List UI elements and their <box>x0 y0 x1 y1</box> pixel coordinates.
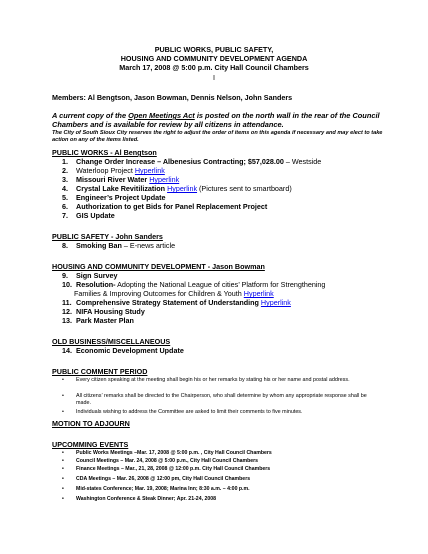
item-number: 10. <box>62 280 72 289</box>
open-meetings-notice <box>52 111 392 129</box>
bullet-icon: • <box>62 393 64 399</box>
item-number: 12. <box>62 307 72 316</box>
comment-rule-1 <box>62 377 382 384</box>
open-meetings-act: Open Meetings Act <box>128 111 195 120</box>
item-title: GIS Update <box>76 211 115 220</box>
public-safety-heading: PUBLIC SAFETY - John Sanders <box>52 232 163 241</box>
header-line-2: HOUSING AND COMMUNITY DEVELOPMENT AGENDA <box>120 54 308 63</box>
item-title: Park Master Plan <box>76 316 134 325</box>
event-text: CDA Meetings – Mar. 26, 2008 @ 12:00 pm, City Hall Council Chambers <box>76 476 251 482</box>
agenda-item-8 <box>62 241 392 250</box>
comment-rule-text: All citizens’ remarks shall be directed to the Chairperson, who shall determine by whom any appropriate response shall be made. <box>76 393 367 406</box>
bullet-icon: • <box>62 458 64 464</box>
event-item <box>62 458 258 464</box>
item-number: 5. <box>62 193 68 202</box>
bullet-icon: • <box>62 450 64 456</box>
item-number: 7. <box>62 211 68 220</box>
bullet-icon: • <box>62 496 64 502</box>
item-title: Waterloop Project <box>76 166 135 175</box>
agenda-item-2 <box>62 166 392 175</box>
agenda-item-1 <box>62 157 392 166</box>
header-line-3: March 17, 2008 @ 5:00 p.m. City Hall Council Chambers <box>119 63 309 72</box>
bullet-icon: • <box>62 476 64 482</box>
item-title: Authorization to get Bids for Panel Replacement Project <box>76 202 268 211</box>
agenda-item-5 <box>62 193 392 202</box>
comment-rule-text: Individuals wishing to address the Committee are asked to limit their comments to five minutes. <box>76 409 303 415</box>
bullet-icon: • <box>62 466 64 472</box>
bullet-icon: • <box>62 409 64 415</box>
agenda-item-12 <box>62 307 392 316</box>
agenda-item-7 <box>62 211 392 220</box>
item-number: 11. <box>62 298 72 307</box>
item-title: Change Order Increase – Albenesius Contracting; $57,028.00 <box>76 157 284 166</box>
order-rights-notice: The City of South Sioux City reserves the right to adjust the order of items on this agenda if necessary and may elect to take action on any of the items listed. <box>52 130 383 143</box>
header-line-4: I <box>213 73 215 82</box>
item-detail: (Pictures sent to smartboard) <box>197 184 292 193</box>
event-item <box>62 496 216 502</box>
item-title: Engineer’s Project Update <box>76 193 166 202</box>
event-text: Council Meetings – Mar. 24, 2008 @ 5:00 p.m., City Hall Council Chambers <box>76 458 259 464</box>
hyperlink[interactable]: Hyperlink <box>134 166 165 175</box>
item-detail: – Westside <box>283 157 322 166</box>
item-title: Sign Survey <box>76 271 118 280</box>
item-detail: – E-news article <box>121 241 176 250</box>
old-business-heading: OLD BUSINESS/MISCELLANEOUS <box>52 337 171 346</box>
comment-rule-3 <box>62 409 382 416</box>
hyperlink[interactable]: Hyperlink <box>167 184 198 193</box>
item-number: 1. <box>62 157 68 166</box>
agenda-item-11 <box>62 298 392 307</box>
item-title: Comprehensive Strategy Statement of Understanding <box>76 298 261 307</box>
public-works-heading: PUBLIC WORKS - Al Bengtson <box>52 148 157 157</box>
event-text: Finance Meetings – Mar., 21, 28, 2008 @ 12:00 p.m. City Hall Council Chambers <box>76 466 271 472</box>
item-number: 9. <box>62 271 68 280</box>
notice-text-after: is posted on the north wall in the rear of the Council Chambers and is available for review by all citizens in attendance. <box>52 111 380 129</box>
event-item <box>62 476 250 482</box>
item-number: 2. <box>62 166 68 175</box>
header-line-1: PUBLIC WORKS, PUBLIC SAFETY, <box>154 45 274 54</box>
item-title: Crystal Lake Revitilization <box>76 184 168 193</box>
members-line: Members: Al Bengtson, Jason Bowman, Dennis Nelson, John Sanders <box>52 93 293 102</box>
hyperlink[interactable]: Hyperlink <box>243 289 274 298</box>
agenda-item-14 <box>62 346 392 355</box>
item-title: NIFA Housing Study <box>76 307 145 316</box>
agenda-item-10-cont <box>74 289 392 298</box>
comment-rule-text: Every citizen speaking at the meeting shall begin his or her remarks by stating his or her name and postal address. <box>76 377 350 383</box>
event-text: Mid-states Conference; Mar. 19, 2008; Marina Inn; 8:30 a.m. – 4:00 p.m. <box>76 486 250 492</box>
event-item <box>62 466 270 472</box>
item-number: 3. <box>62 175 68 184</box>
motion-to-adjourn: MOTION TO ADJOURN <box>52 419 130 428</box>
item-number: 6. <box>62 202 68 211</box>
agenda-item-10 <box>62 280 392 289</box>
notice-text-before: A current copy of the <box>52 111 129 120</box>
agenda-item-6 <box>62 202 392 211</box>
housing-heading: HOUSING AND COMMUNITY DEVELOPMENT - Jason Bowman <box>52 262 265 271</box>
agenda-item-4 <box>62 184 392 193</box>
item-detail: Families & Improving Outcomes for Children & Youth <box>74 289 244 298</box>
event-item <box>62 486 250 492</box>
agenda-item-13 <box>62 316 392 325</box>
agenda-item-3 <box>62 175 392 184</box>
item-title: Resolution- <box>76 280 116 289</box>
item-title: Smoking Ban <box>76 241 122 250</box>
event-text: Washington Conference & Steak Dinner; Apr. 21-24, 2008 <box>76 496 217 502</box>
public-comment-heading: PUBLIC COMMENT PERIOD <box>52 367 148 376</box>
event-item <box>62 450 272 456</box>
item-number: 8. <box>62 241 68 250</box>
item-number: 13. <box>62 316 72 325</box>
item-detail: Adopting the National League of cities’ Platform for Strengthening <box>115 280 326 289</box>
bullet-icon: • <box>62 486 64 492</box>
item-number: 4. <box>62 184 68 193</box>
hyperlink[interactable]: Hyperlink <box>260 298 291 307</box>
item-title: Missouri River Water <box>76 175 150 184</box>
item-title: Economic Development Update <box>76 346 184 355</box>
comment-rule-2 <box>62 393 382 407</box>
event-text: Public Works Meetings –Mar. 17, 2008 @ 5:00 p.m. , City Hall Council Chambers <box>76 450 272 456</box>
item-number: 14. <box>62 346 72 355</box>
bullet-icon: • <box>62 377 64 383</box>
agenda-item-9 <box>62 271 392 280</box>
upcoming-events-heading: UPCOMMING EVENTS <box>52 440 129 449</box>
hyperlink[interactable]: Hyperlink <box>149 175 180 184</box>
